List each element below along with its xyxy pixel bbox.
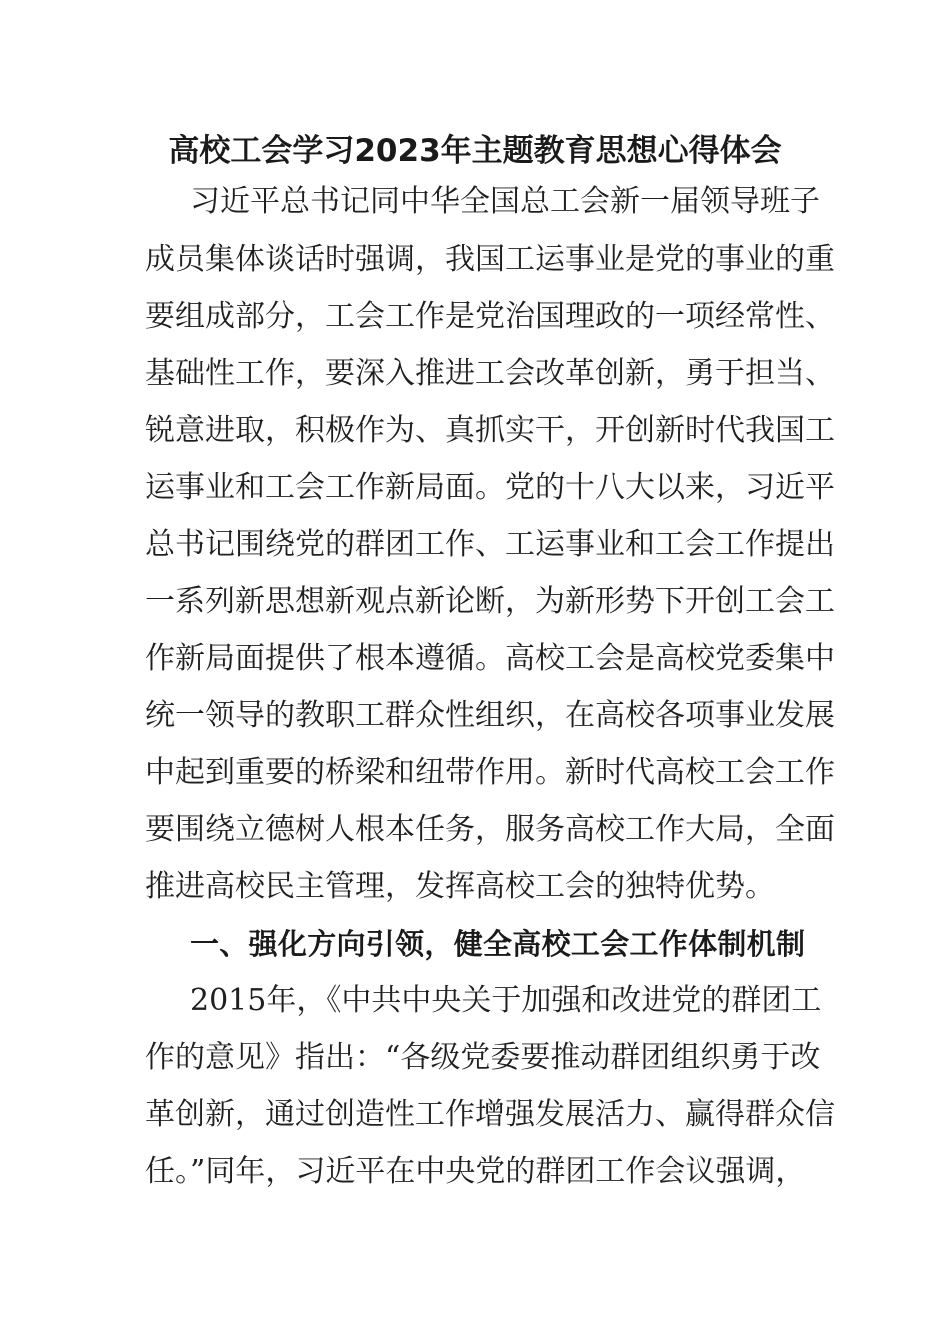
paragraph-line: 运事业和工会工作新局面。党的十八大以来，习近平 — [145, 470, 835, 505]
paragraph-line: 作新局面提供了根本遵循。高校工会是高校党委集中 — [145, 641, 835, 676]
paragraph-line: 习近平总书记同中华全国总工会新一届领导班子 — [190, 184, 820, 219]
paragraph-line: 要围绕立德树人根本任务，服务高校工作大局，全面 — [145, 812, 835, 847]
paragraph-line: 一系列新思想新观点新论断，为新形势下开创工会工 — [145, 584, 835, 619]
paragraph-line: 统一领导的教职工群众性组织，在高校各项事业发展 — [145, 698, 835, 733]
paragraph-line: 作的意见》指出：“各级党委要推动群团组织勇于改 — [145, 1040, 821, 1075]
paragraph-line: 中起到重要的桥梁和纽带作用。新时代高校工会工作 — [145, 755, 835, 790]
paragraph-line: 要组成部分，工会工作是党治国理政的一项经常性、 — [145, 299, 835, 334]
paragraph-line: 革创新，通过创造性工作增强发展活力、赢得群众信 — [145, 1097, 835, 1132]
paragraph-line: 推进高校民主管理，发挥高校工会的独特优势。 — [145, 869, 775, 904]
paragraph-line: 成员集体谈话时强调，我国工运事业是党的事业的重 — [145, 242, 835, 277]
paragraph-line: 基础性工作，要深入推进工会改革创新，勇于担当、 — [145, 356, 835, 391]
paragraph-line: 锐意进取，积极作为、真抓实干，开创新时代我国工 — [145, 413, 835, 448]
paragraph-line: 总书记围绕党的群团工作、工运事业和工会工作提出 — [145, 527, 835, 562]
paragraph-line: 任。”同年，习近平在中央党的群团工作会议强调， — [145, 1154, 806, 1189]
section-heading: 一、强化方向引领，健全高校工会工作体制机制 — [190, 927, 805, 961]
document-title: 高校工会学习2023年主题教育思想心得体会 — [168, 133, 782, 169]
paragraph-line: 2015年，《中共中央关于加强和改进党的群团工 — [190, 983, 822, 1018]
